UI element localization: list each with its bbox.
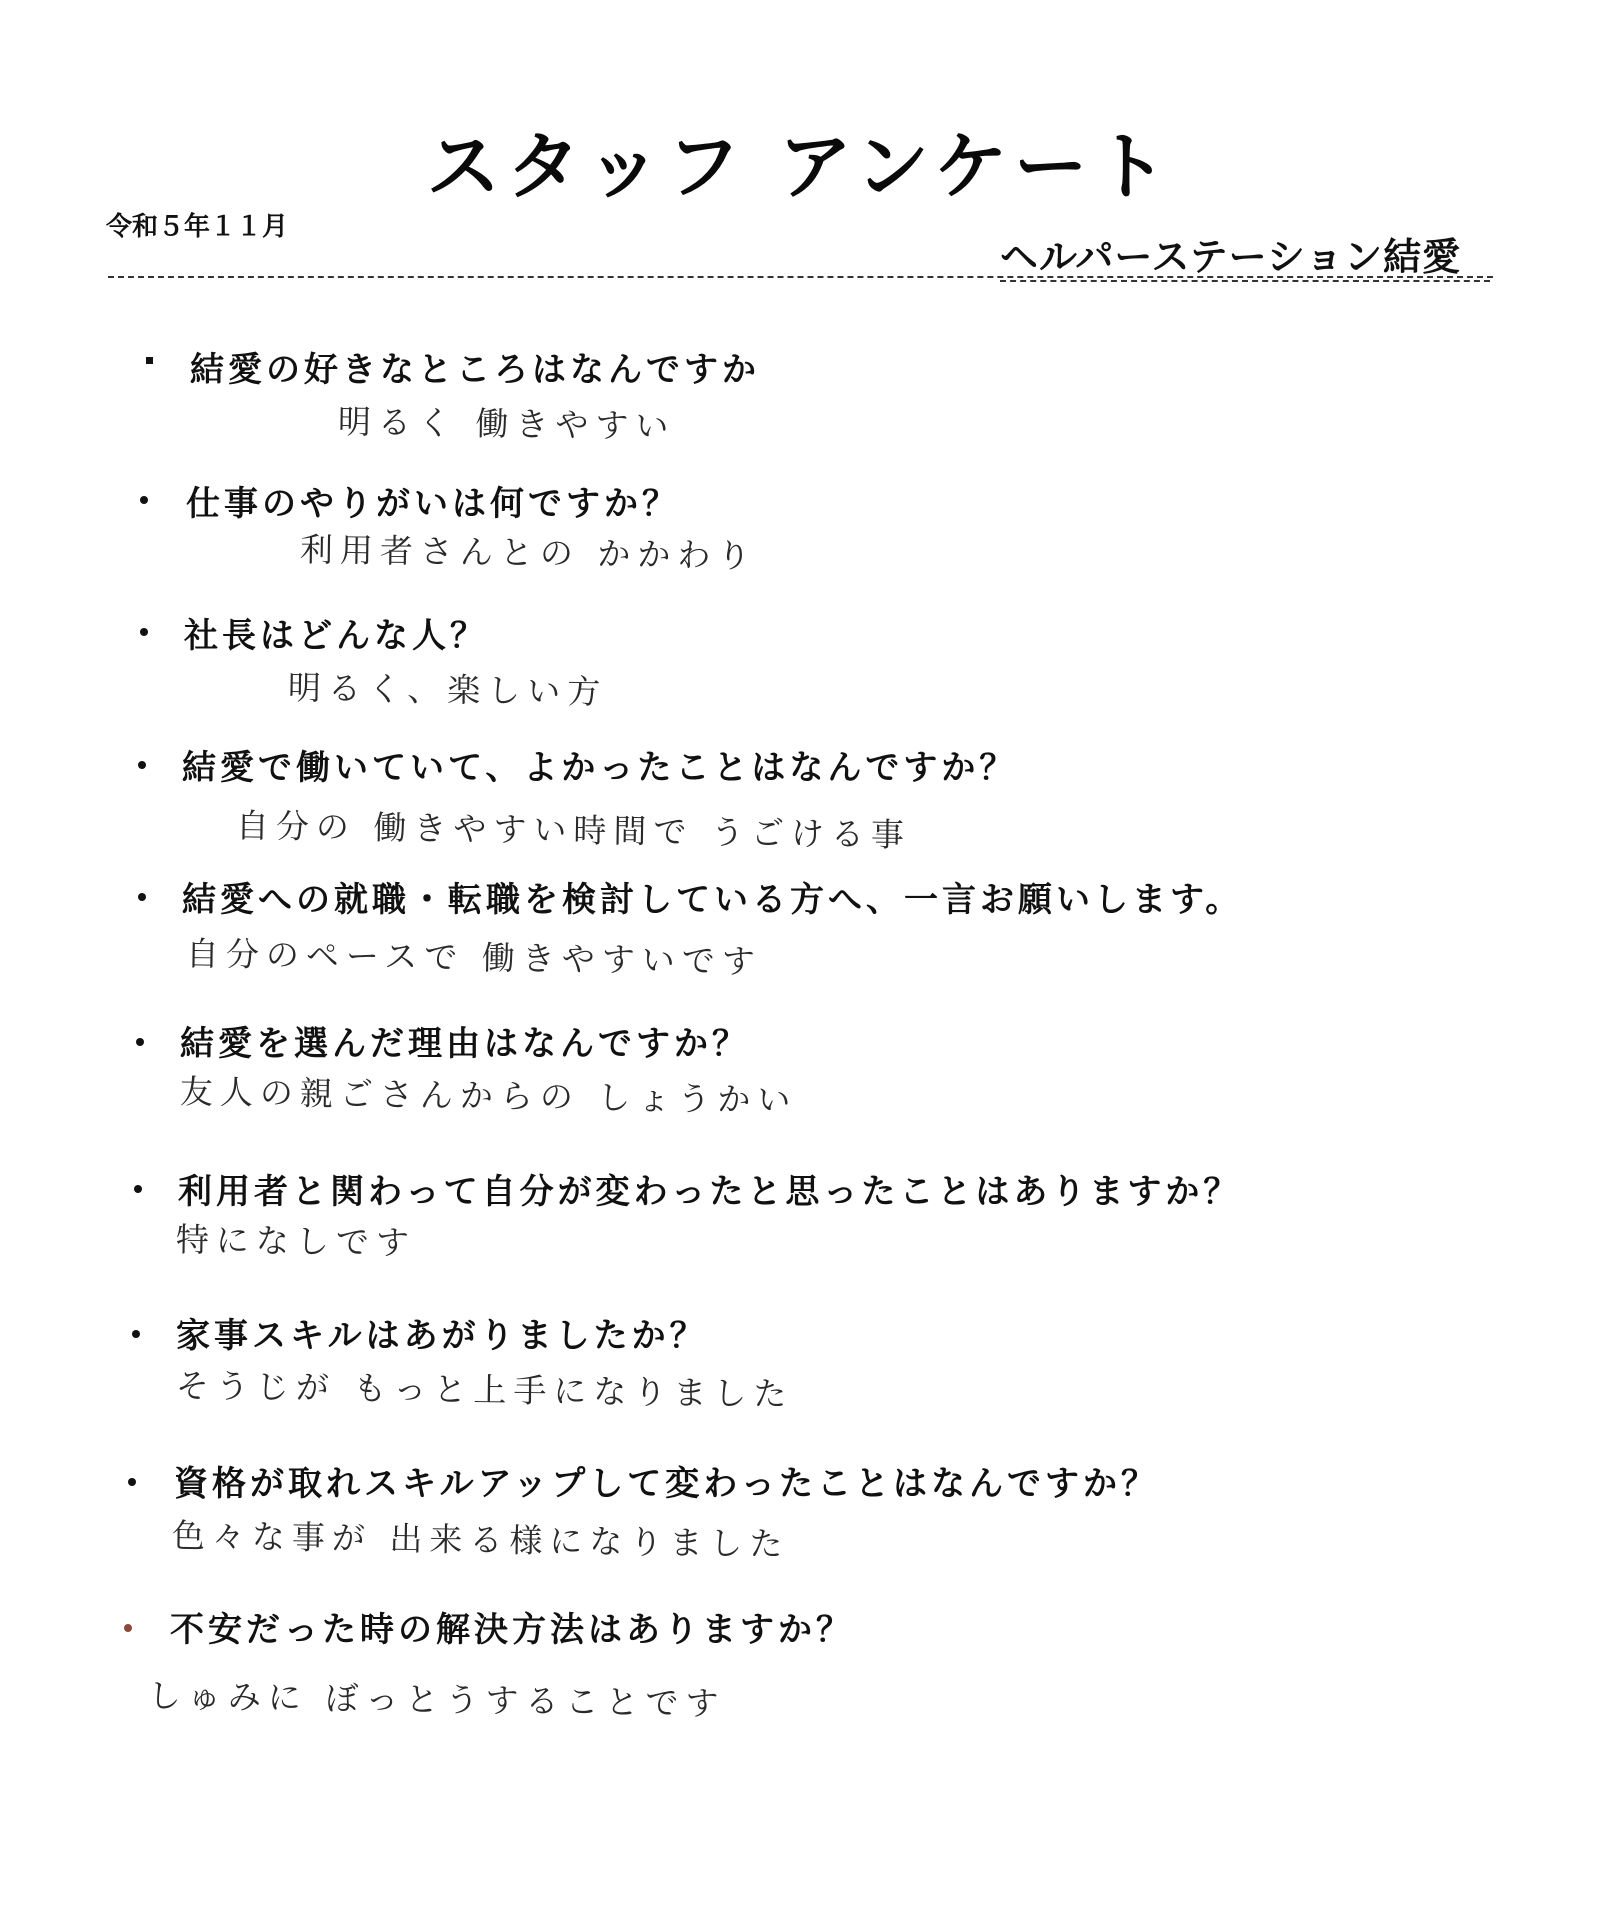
bullet-icon — [146, 357, 153, 364]
answer-3: 明るく、楽しい方 — [287, 668, 608, 712]
question-6: 結愛を選んだ理由はなんですか？ — [180, 1024, 750, 1064]
question-8: 家事スキルはあがりましたか？ — [176, 1316, 708, 1356]
question-2: 仕事のやりがいは何ですか？ — [186, 484, 680, 524]
bullet-icon — [138, 893, 146, 901]
answer-7: 特になしです — [175, 1220, 417, 1263]
header-divider — [108, 276, 1493, 278]
bullet-icon — [136, 1038, 144, 1046]
answer-1: 明るく 働きやすい — [337, 402, 676, 446]
answer-8: そうじが もっと上手になりました — [175, 1366, 794, 1414]
survey-date: 令和５年１１月 — [106, 212, 289, 242]
question-9: 資格が取れスキルアップして変わったことはなんですか？ — [174, 1464, 1159, 1504]
question-4: 結愛で働いていて、よかったことはなんですか？ — [182, 748, 1018, 788]
bullet-icon — [140, 628, 148, 636]
bullet-icon — [128, 1478, 136, 1486]
question-7: 利用者と関わって自分が変わったと思ったことはありますか？ — [178, 1172, 1242, 1212]
question-3: 社長はどんな人？ — [184, 616, 488, 656]
bullet-icon — [140, 496, 148, 504]
answer-4: 自分の 働きやすい時間で うごける事 — [235, 806, 912, 855]
question-1: 結愛の好きなところはなんですか — [190, 350, 760, 390]
answer-6: 友人の親ごさんからの しょうかい — [179, 1072, 798, 1120]
answer-2: 利用者さんとの かかわり — [299, 530, 758, 576]
bullet-icon — [124, 1624, 132, 1632]
page-title: スタッフ アンケート — [426, 124, 1174, 210]
bullet-icon — [134, 1185, 142, 1193]
answer-10: しゅみに ぼっとうすることです — [147, 1676, 726, 1724]
answer-9: 色々な事が 出来る様になりました — [171, 1516, 790, 1564]
question-5: 結愛への就職・転職を検討している方へ、一言お願いします。 — [182, 880, 1244, 920]
bullet-icon — [138, 761, 146, 769]
answer-5: 自分のペースで 働きやすいです — [185, 934, 763, 982]
organization-underline — [1000, 280, 1490, 282]
bullet-icon — [132, 1330, 140, 1338]
question-10: 不安だった時の解決方法はありますか？ — [170, 1610, 854, 1650]
organization-name: ヘルパーステーション結愛 — [1000, 235, 1462, 279]
